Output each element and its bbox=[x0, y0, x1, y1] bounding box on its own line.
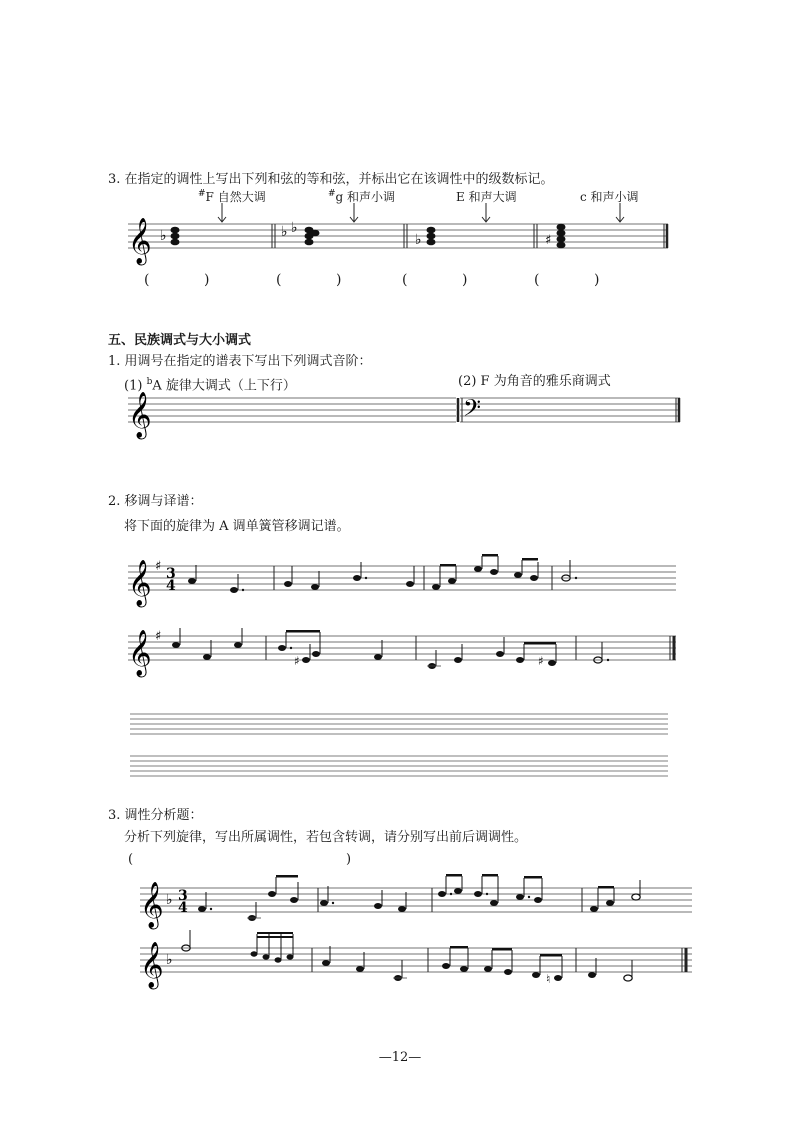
answer-paren-close: ) bbox=[346, 852, 352, 867]
sharp-icon: ♯ bbox=[545, 233, 552, 248]
key-label-3: E 和声大调 bbox=[456, 190, 517, 204]
flat-icon: ♭ bbox=[166, 892, 173, 908]
treble-clef-icon: 𝄞 bbox=[128, 560, 152, 606]
key-label-1: #F 自然大调 bbox=[198, 189, 266, 204]
chord-question-heading: 3. 在指定的调性上写出下列和弦的等和弦，并标出它在该调性中的级数标记。 bbox=[108, 172, 554, 187]
question-3: 3. 调性分析题： bbox=[108, 808, 203, 823]
time-sig-bottom: 4 bbox=[166, 578, 176, 594]
question-1b: (2) F 为角音的雅乐商调式 bbox=[458, 374, 611, 389]
svg-text:♯: ♯ bbox=[538, 654, 544, 668]
time-sig-bottom: 4 bbox=[178, 900, 188, 916]
question-2-desc: 将下面的旋律为 A 调单簧管移调记谱。 bbox=[124, 519, 350, 534]
treble-clef-icon: 𝄞 bbox=[128, 218, 152, 264]
key-label-4: c 和声小调 bbox=[580, 190, 639, 204]
question-2: 2. 移调与译谱： bbox=[108, 494, 203, 509]
answer-paren-close: ) bbox=[336, 272, 342, 288]
flat-icon: ♭ bbox=[160, 228, 167, 244]
svg-text:♯: ♯ bbox=[294, 654, 300, 668]
section-heading: 五、民族调式与大小调式 bbox=[108, 333, 252, 348]
flat-icon: ♭ bbox=[291, 220, 298, 236]
answer-paren-close: ) bbox=[204, 272, 210, 288]
sharp-icon: ♯ bbox=[155, 559, 162, 574]
treble-clef-icon: 𝄞 bbox=[140, 882, 164, 928]
key-label-2: #g 和声小调 bbox=[328, 189, 396, 204]
question-3-desc: 分析下列旋律，写出所属调性，若包含转调，请分别写出前后调调性。 bbox=[124, 830, 528, 845]
melody-notes bbox=[182, 930, 632, 986]
question-1: 1. 用调号在指定的谱表下写出下列调式音阶： bbox=[108, 354, 372, 369]
bass-clef-icon: 𝄢 bbox=[463, 394, 482, 427]
answer-paren-open: ( bbox=[534, 272, 540, 288]
answer-paren-close: ) bbox=[462, 272, 468, 288]
page-number: —12— bbox=[378, 1050, 422, 1065]
flat-icon: ♭ bbox=[415, 232, 422, 248]
answer-paren-open: ( bbox=[276, 272, 282, 288]
question-1a: (1) $^b$A 旋律大调式（上下行） bbox=[124, 377, 296, 394]
svg-text:♮: ♮ bbox=[546, 972, 551, 986]
flat-icon: ♭ bbox=[166, 952, 173, 968]
flat-icon: ♭ bbox=[281, 224, 288, 240]
time-sig-top: 3 bbox=[178, 888, 188, 904]
answer-paren-open: ( bbox=[128, 852, 134, 867]
time-sig-top: 3 bbox=[166, 566, 176, 582]
answer-paren-open: ( bbox=[144, 272, 150, 288]
answer-paren-close: ) bbox=[594, 272, 600, 288]
sharp-icon: ♯ bbox=[155, 629, 162, 644]
treble-clef-icon: 𝄞 bbox=[128, 392, 152, 438]
answer-paren-open: ( bbox=[402, 272, 408, 288]
treble-clef-icon: 𝄞 bbox=[140, 942, 164, 988]
treble-clef-icon: 𝄞 bbox=[128, 630, 152, 676]
